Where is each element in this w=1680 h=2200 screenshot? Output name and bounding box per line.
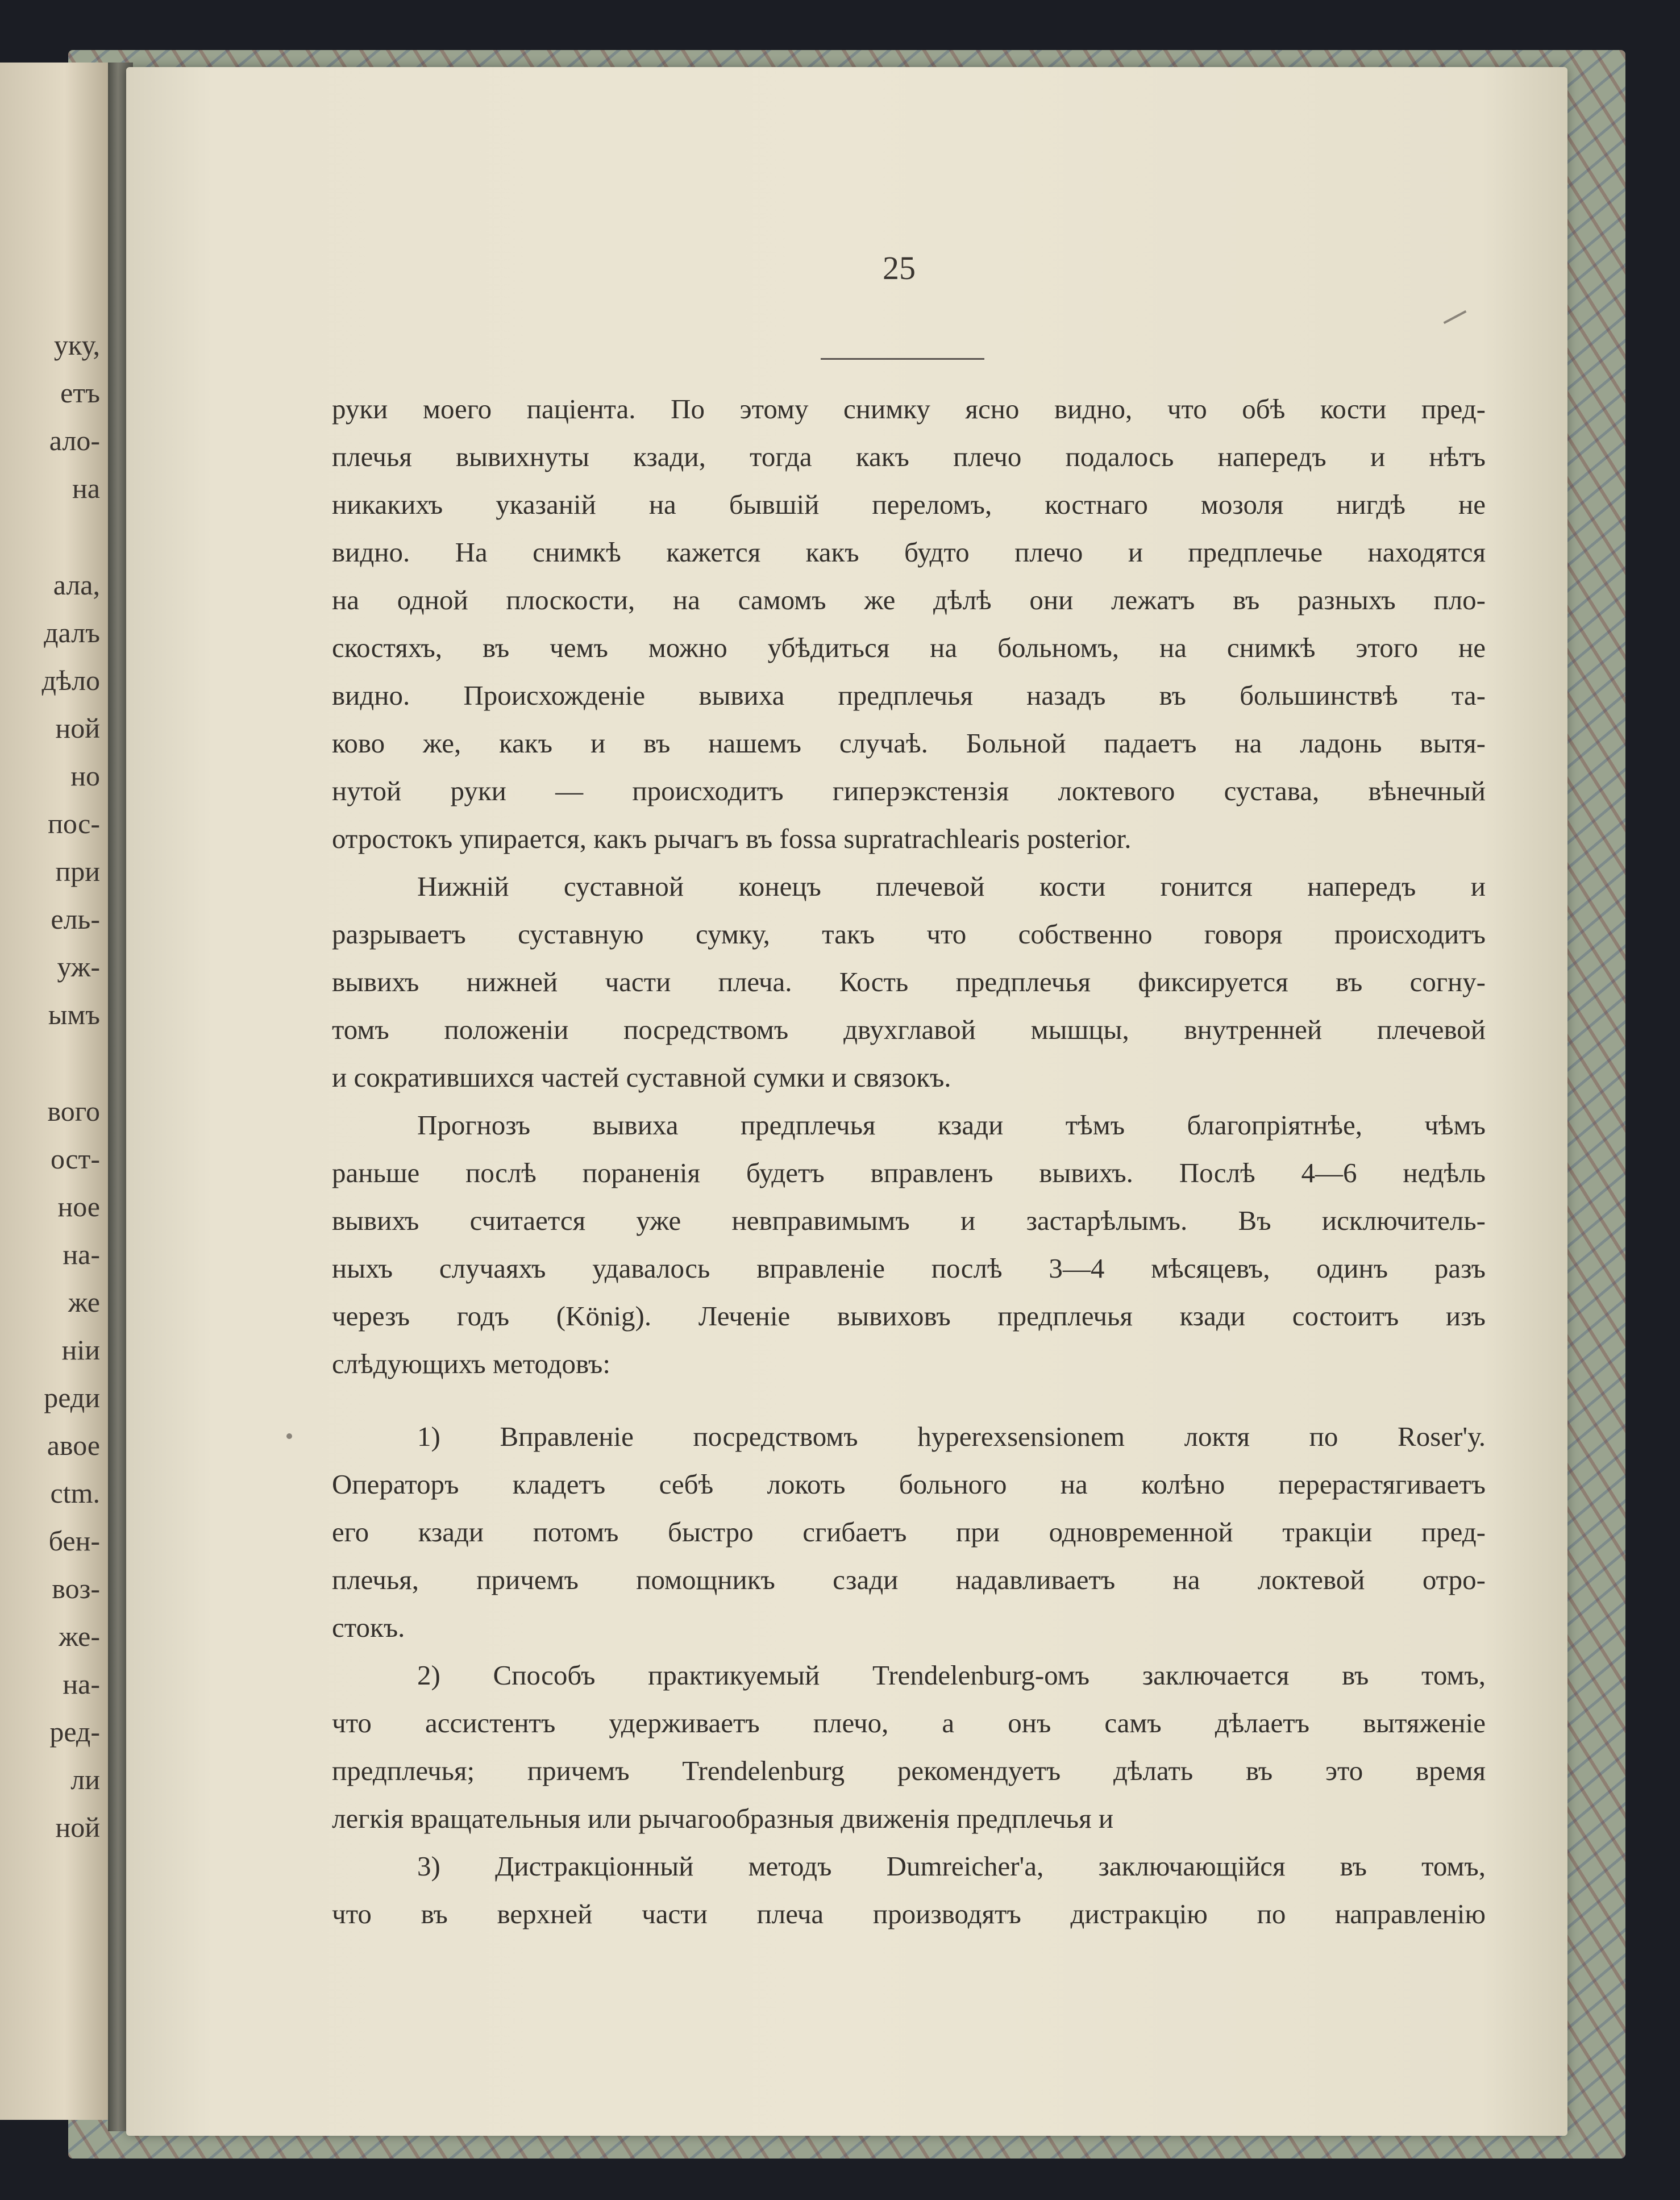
text-line: вывихъ считается уже невправимымъ и застарѣлымъ. Въ исключитель- — [332, 1205, 1486, 1236]
text-line: легкія вращательныя или рычагообразныя движенія предплечья и — [332, 1803, 1114, 1834]
text-line: 2) Способъ практикуемый Trendelenburg-омъ заключается въ томъ, — [417, 1660, 1486, 1691]
left-page-line: ост- — [51, 1143, 100, 1175]
left-page-line: вого — [47, 1095, 100, 1127]
left-page-line: уж- — [57, 951, 100, 983]
text-line: Операторъ кладетъ себѣ локоть больного на колѣно перерастягиваетъ — [332, 1469, 1486, 1500]
text-line: плечья, причемъ помощникъ сзади надавливаетъ на локтевой отро- — [332, 1564, 1486, 1595]
left-page-line: далъ — [44, 617, 100, 648]
text-line: Нижній суставной конецъ плечевой кости гонится напередъ и — [417, 871, 1486, 902]
text-line: раньше послѣ пораненія будетъ вправленъ вывихъ. Послѣ 4—6 недѣль — [332, 1157, 1486, 1188]
left-page-line: на- — [63, 1668, 100, 1700]
text-line: вывихъ нижней части плеча. Кость предплечья фиксируется въ согну- — [332, 966, 1486, 997]
left-page — [0, 63, 108, 2120]
left-page-line: ной — [55, 712, 100, 744]
left-page-line: уку, — [53, 329, 100, 361]
left-page-line: ctm. — [50, 1477, 100, 1509]
text-line: что ассистентъ удерживаетъ плечо, а онъ самъ дѣлаетъ вытяженіе — [332, 1707, 1486, 1739]
left-page-line: дѣло — [41, 664, 100, 696]
text-line: скостяхъ, въ чемъ можно убѣдиться на больномъ, на снимкѣ этого не — [332, 632, 1486, 663]
text-line: и сократившихся частей суставной сумки и связокъ. — [332, 1062, 951, 1093]
text-line: 1) Вправленіе посредствомъ hyperexsensionem локтя по Roser'у. — [417, 1421, 1486, 1452]
left-page-line: при — [55, 855, 100, 887]
left-page-line: пос- — [48, 808, 100, 839]
text-line: стокъ. — [332, 1612, 405, 1643]
left-page-line: на — [72, 472, 100, 504]
left-page-line: ное — [57, 1191, 100, 1222]
margin-dot — [286, 1433, 292, 1439]
left-page-line: нiи — [61, 1334, 100, 1366]
left-page-line: ли — [70, 1764, 100, 1795]
left-page-line: бен- — [48, 1525, 100, 1557]
text-line: его кзади потомъ быстро сгибаетъ при одновременной тракціи пред- — [332, 1516, 1486, 1548]
left-page-line: же- — [59, 1620, 100, 1652]
left-page-line: реди — [44, 1382, 100, 1413]
left-page-line: ала, — [53, 569, 100, 601]
text-line: слѣдующихъ методовъ: — [332, 1348, 610, 1379]
text-line: черезъ годъ (König). Леченіе вывиховъ предплечья кзади состоитъ изъ — [332, 1300, 1486, 1332]
left-page-line: но — [70, 760, 100, 792]
text-line: никакихъ указаній на бывшій переломъ, костнаго мозоля нигдѣ не — [332, 489, 1486, 520]
page-number-rule — [821, 358, 984, 360]
left-page-line: ало- — [49, 425, 100, 456]
text-line: ныхъ случаяхъ удавалось вправленіе послѣ 3—4 мѣсяцевъ, одинъ разъ — [332, 1253, 1486, 1284]
text-line: Прогнозъ вывиха предплечья кзади тѣмъ благопріятнѣе, чѣмъ — [417, 1109, 1486, 1141]
left-page-line: етъ — [60, 377, 100, 409]
text-line: на одной плоскости, на самомъ же дѣлѣ они лежатъ въ разныхъ пло- — [332, 584, 1486, 615]
left-page-line: же — [68, 1286, 100, 1318]
text-line: томъ положеніи посредствомъ двухглавой мышцы, внутренней плечевой — [332, 1014, 1486, 1045]
text-line: видно. На снимкѣ кажется какъ будто плечо и предплечье находятся — [332, 537, 1486, 568]
left-page-line: ель- — [51, 903, 100, 935]
text-line: нутой руки — происходитъ гиперэкстензія локтевого сустава, вѣнечный — [332, 775, 1486, 806]
text-line: 3) Дистракціонный методъ Dumreicher'а, заключающійся въ томъ, — [417, 1850, 1486, 1882]
book-page — [126, 67, 1567, 2136]
text-line: руки моего паціента. По этому снимку ясно видно, что обѣ кости пред- — [332, 393, 1486, 425]
text-line: отростокъ упирается, какъ рычагъ въ fossa supratrachlearis posterior. — [332, 823, 1132, 854]
text-line: предплечья; причемъ Trendelenburg рекомендуетъ дѣлать въ это время — [332, 1755, 1486, 1786]
text-line: что въ верхней части плеча производятъ дистракцію по направленію — [332, 1898, 1486, 1929]
left-page-line: воз- — [52, 1573, 100, 1604]
left-page-line: авое — [47, 1429, 100, 1461]
left-page-line: ной — [55, 1811, 100, 1843]
text-line: ково же, какъ и въ нашемъ случаѣ. Больной падаетъ на ладонь вытя- — [332, 727, 1486, 759]
left-page-line: ред- — [49, 1716, 100, 1748]
text-line: плечья вывихнуты кзади, тогда какъ плечо подалось напередъ и нѣтъ — [332, 441, 1486, 472]
text-line: разрываетъ суставную сумку, такъ что собственно говоря происходитъ — [332, 918, 1486, 950]
page-speck — [1444, 310, 1467, 324]
left-page-line: ымъ — [48, 999, 100, 1030]
left-page-line: на- — [63, 1238, 100, 1270]
text-line: видно. Происхожденіе вывиха предплечья назадъ въ большинствѣ та- — [332, 680, 1486, 711]
page-number: 25 — [883, 249, 916, 286]
